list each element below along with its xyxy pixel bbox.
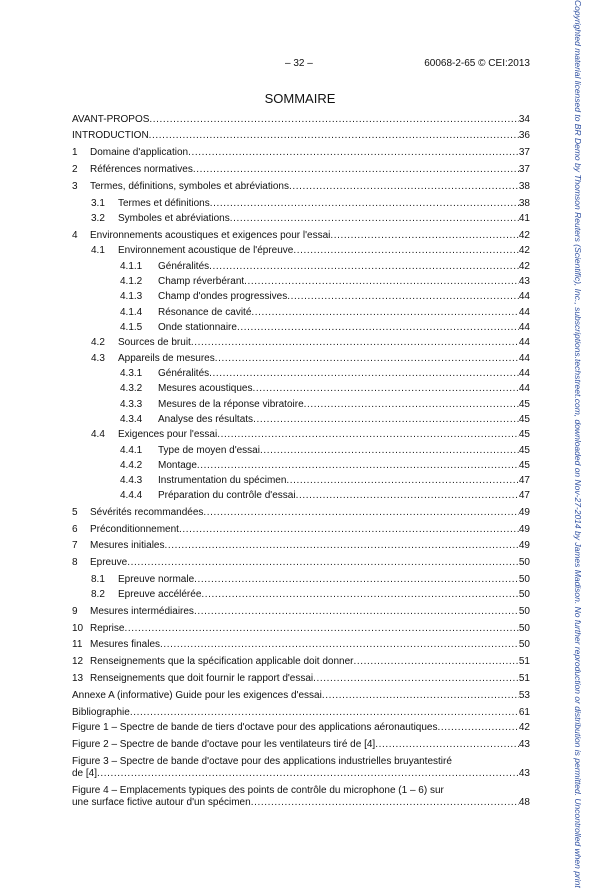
toc-entry-title: AVANT-PROPOS	[72, 114, 150, 125]
toc-entry[interactable]	[72, 429, 530, 440]
toc-entry-page: 50	[518, 574, 530, 585]
toc-entry-title: Mesures finales	[90, 639, 161, 650]
figure-entry-line: Figure 3 – Spectre de bande d'octave pour des applications industrielles bruyantestiré	[72, 756, 452, 767]
toc-entry-title: Reprise	[90, 623, 125, 634]
toc-entry-page: 44	[518, 368, 530, 379]
toc-entry[interactable]	[72, 245, 530, 256]
toc-entry-title: Sources de bruit	[118, 337, 191, 348]
toc-entry-title: Domaine d'application	[90, 147, 189, 158]
toc-entry-title: Epreuve accélérée	[118, 589, 202, 600]
toc-entry-title: Symboles et abréviations	[118, 213, 230, 224]
dot-leader	[217, 429, 519, 440]
toc-entry[interactable]	[72, 673, 530, 684]
toc-entry[interactable]	[72, 147, 530, 158]
toc-entry-page: 51	[518, 656, 530, 667]
toc-entry-title: Environnements acoustiques et exigences pour l'essai	[90, 230, 331, 241]
toc-entry-number: 4.3.1	[120, 368, 143, 379]
toc-entry-title: Mesures de la réponse vibratoire	[158, 399, 304, 410]
dot-leader	[251, 797, 519, 809]
dot-leader	[149, 130, 519, 141]
toc-entry[interactable]	[72, 399, 530, 410]
toc-entry-title: Termes et définitions	[118, 198, 210, 209]
dot-leader	[160, 639, 519, 650]
toc-entry-page: 61	[518, 707, 530, 718]
toc-entry[interactable]	[72, 198, 530, 209]
dot-leader	[164, 540, 518, 551]
toc-entry[interactable]	[72, 606, 530, 617]
dot-leader	[322, 690, 519, 701]
toc-entry-title: Epreuve normale	[118, 574, 195, 585]
toc-entry[interactable]	[72, 460, 530, 471]
figure-entry[interactable]	[72, 722, 530, 734]
toc-entry-number: 9	[72, 606, 78, 617]
toc-entry-page: 49	[518, 507, 530, 518]
toc-entry[interactable]	[72, 130, 530, 141]
dot-leader	[203, 507, 518, 518]
dot-leader	[304, 399, 519, 410]
toc-entry-number: 11	[72, 639, 83, 650]
toc-entry[interactable]	[72, 557, 530, 568]
dot-leader	[286, 475, 518, 486]
dot-leader	[313, 673, 519, 684]
toc-entry-number: 3	[72, 181, 78, 192]
toc-entry-number: 4.1.3	[120, 291, 143, 302]
toc-entry-title: Préconditionnement	[90, 524, 179, 535]
toc-entry-title: Renseignements que la spécification applicable doit donner	[90, 656, 354, 667]
dot-leader	[354, 656, 519, 667]
toc-entry-title: Généralités	[158, 261, 210, 272]
toc-entry[interactable]	[72, 707, 530, 718]
toc-entry-title: Préparation du contrôle d'essai	[158, 490, 296, 501]
toc-entry[interactable]	[72, 213, 530, 224]
toc-entry-page: 34	[518, 114, 530, 125]
dot-leader	[289, 181, 519, 192]
dot-leader	[188, 147, 519, 158]
toc-entry-title: Références normatives	[90, 164, 193, 175]
toc-entry-title: Renseignements que doit fournir le rapport d'essai	[90, 673, 314, 684]
toc-entry-page: 45	[518, 460, 530, 471]
toc-entry[interactable]	[72, 164, 530, 175]
dot-leader	[149, 114, 518, 125]
toc-entry-page: 44	[518, 291, 530, 302]
toc-entry[interactable]	[72, 307, 530, 318]
dot-leader	[130, 707, 519, 718]
toc-entry[interactable]	[72, 507, 530, 518]
dot-leader	[260, 445, 519, 456]
dot-leader	[179, 524, 519, 535]
figure-entry[interactable]	[72, 739, 530, 751]
dot-leader	[375, 739, 519, 751]
figure-entry-page: 43	[518, 739, 530, 750]
figure-entry-title: de [4]	[72, 768, 98, 779]
toc-entry-number: 1	[72, 147, 78, 158]
toc-entry-page: 44	[518, 353, 530, 364]
toc-entry-page: 38	[518, 181, 530, 192]
dot-leader	[251, 307, 518, 318]
toc-entry[interactable]	[72, 445, 530, 456]
dot-leader	[244, 276, 519, 287]
toc-entry[interactable]	[72, 639, 530, 650]
toc-entry[interactable]	[72, 181, 530, 192]
toc-entry-page: 38	[518, 198, 530, 209]
toc-entry-page: 50	[518, 623, 530, 634]
toc-entry-page: 45	[518, 399, 530, 410]
dot-leader	[287, 291, 519, 302]
figure-entry-page: 42	[518, 722, 530, 733]
toc-entry-page: 45	[518, 414, 530, 425]
dot-leader	[437, 722, 518, 734]
toc-entry-number: 3.1	[91, 198, 105, 209]
toc-entry-number: 4.4.4	[120, 490, 143, 501]
figure-entry-title: Figure 1 – Spectre de bande de tiers d'octave pour des applications aéronautiques	[72, 722, 438, 733]
toc-entry-page: 37	[518, 164, 530, 175]
toc-entry-number: 13	[72, 673, 84, 684]
toc-entry[interactable]	[72, 291, 530, 302]
toc-entry-title: Résonance de cavité	[158, 307, 252, 318]
toc-entry[interactable]	[72, 589, 530, 600]
toc-entry-title: Analyse des résultats	[158, 414, 254, 425]
toc-entry-title: Type de moyen d'essai	[158, 445, 260, 456]
copyright-notice: Copyrighted material licensed to BR Demo by Thomson Reuters (Scientific), Inc., subscriptions.techstreet.com, downloaded on Nov-27-2014 by James Madison. No further reproduction or distribution is permitted. Uncontrolled when print	[573, 0, 583, 888]
toc-entry-page: 44	[518, 383, 530, 394]
toc-entry-number: 2	[72, 164, 78, 175]
dot-leader	[201, 589, 518, 600]
toc-entry[interactable]	[72, 690, 530, 701]
figure-entry-page: 48	[518, 797, 530, 808]
toc-entry-number: 4.1.1	[120, 261, 143, 272]
toc-entry[interactable]	[72, 574, 530, 585]
figure-entry-title: Figure 2 – Spectre de bande d'octave pour les ventilateurs tiré de [4]	[72, 739, 376, 750]
toc-entry[interactable]	[72, 230, 530, 241]
toc-entry[interactable]	[72, 337, 530, 348]
list-of-figures	[72, 722, 530, 814]
toc-entry-title: Mesures acoustiques	[158, 383, 253, 394]
figure-entry[interactable]	[72, 785, 530, 809]
toc-entry[interactable]	[72, 540, 530, 551]
toc-entry-number: 4.4.2	[120, 460, 143, 471]
toc-entry-page: 42	[518, 230, 530, 241]
dot-leader	[194, 606, 519, 617]
toc-entry-title: Exigences pour l'essai	[118, 429, 218, 440]
toc-entry-page: 45	[518, 445, 530, 456]
dot-leader	[215, 353, 519, 364]
toc-entry-number: 3.2	[91, 213, 105, 224]
dot-leader	[209, 368, 519, 379]
page-number: – 32 –	[285, 58, 313, 69]
toc-entry-title: Instrumentation du spécimen	[158, 475, 287, 486]
toc-entry-page: 44	[518, 337, 530, 348]
toc-entry-number: 8	[72, 557, 78, 568]
dot-leader	[127, 557, 519, 568]
dot-leader	[97, 768, 519, 780]
dot-leader	[296, 490, 519, 501]
figure-entry-line: Figure 4 – Emplacements typiques des points de contrôle du microphone (1 – 6) sur	[72, 785, 444, 796]
figure-entry[interactable]	[72, 756, 530, 780]
dot-leader	[293, 245, 519, 256]
toc-entry-number: 4.1	[91, 245, 105, 256]
toc-entry-title: Bibliographie	[72, 707, 130, 718]
toc-entry-page: 49	[518, 524, 530, 535]
toc-entry-number: 6	[72, 524, 78, 535]
toc-entry-number: 5	[72, 507, 78, 518]
toc-entry[interactable]	[72, 114, 530, 125]
toc-entry-title: INTRODUCTION	[72, 130, 149, 141]
dot-leader	[191, 337, 519, 348]
toc-entry[interactable]	[72, 656, 530, 667]
toc-entry-page: 42	[518, 245, 530, 256]
toc-entry-title: Termes, définitions, symboles et abréviations	[90, 181, 289, 192]
toc-entry-title: Sévérités recommandées	[90, 507, 204, 518]
dot-leader	[193, 164, 519, 175]
toc-entry[interactable]	[72, 475, 530, 486]
toc-entry-title: Annexe A (informative) Guide pour les exigences d'essai	[72, 690, 322, 701]
toc-entry[interactable]	[72, 276, 530, 287]
toc-entry-number: 4.4.1	[120, 445, 143, 456]
dot-leader	[330, 230, 518, 241]
dot-leader	[253, 414, 519, 425]
toc-entry-page: 50	[518, 557, 530, 568]
toc-entry[interactable]	[72, 524, 530, 535]
toc-entry-page: 36	[518, 130, 530, 141]
toc-entry-page: 42	[518, 261, 530, 272]
toc-entry-number: 4	[72, 230, 78, 241]
toc-entry-page: 47	[518, 475, 530, 486]
document-reference: 60068-2-65 © CEI:2013	[424, 58, 530, 69]
toc-entry[interactable]	[72, 368, 530, 379]
toc-entry-number: 4.1.2	[120, 276, 143, 287]
toc-entry-number: 7	[72, 540, 78, 551]
toc-entry-page: 51	[518, 673, 530, 684]
toc-entry-page: 41	[518, 213, 530, 224]
toc-entry-number: 4.3.4	[120, 414, 143, 425]
toc-entry-page: 53	[518, 690, 530, 701]
toc-entry-title: Onde stationnaire	[158, 322, 237, 333]
dot-leader	[194, 574, 519, 585]
dot-leader	[237, 322, 519, 333]
toc-entry-page: 50	[518, 606, 530, 617]
toc-entry-title: Appareils de mesures	[118, 353, 215, 364]
toc-entry-number: 4.2	[91, 337, 105, 348]
toc-entry-number: 4.3.2	[120, 383, 143, 394]
toc-entry-title: Mesures intermédiaires	[90, 606, 194, 617]
toc-entry[interactable]	[72, 261, 530, 272]
figure-entry-title: une surface fictive autour d'un spécimen	[72, 797, 251, 808]
figure-entry-page: 43	[518, 768, 530, 779]
toc-entry-page: 44	[518, 322, 530, 333]
toc-entry-number: 4.3.3	[120, 399, 143, 410]
toc-entry-page: 45	[518, 429, 530, 440]
toc-entry-number: 4.3	[91, 353, 105, 364]
toc-entry-number: 4.1.5	[120, 322, 143, 333]
toc-entry-page: 49	[518, 540, 530, 551]
dot-leader	[197, 460, 519, 471]
toc-entry[interactable]	[72, 623, 530, 634]
toc-entry-title: Environnement acoustique de l'épreuve	[118, 245, 294, 256]
toc-entry[interactable]	[72, 353, 530, 364]
toc-entry-title: Généralités	[158, 368, 210, 379]
toc-entry[interactable]	[72, 414, 530, 425]
toc-entry-page: 44	[518, 307, 530, 318]
toc-entry-title: Montage	[158, 460, 197, 471]
toc-entry-page: 37	[518, 147, 530, 158]
toc-entry[interactable]	[72, 490, 530, 501]
toc-entry-number: 10	[72, 623, 84, 634]
toc-entry-title: Champ réverbérant	[158, 276, 245, 287]
toc-entry-title: Epreuve	[90, 557, 128, 568]
dot-leader	[253, 383, 519, 394]
toc-entry-page: 50	[518, 639, 530, 650]
dot-leader	[210, 198, 519, 209]
toc-entry-number: 4.4.3	[120, 475, 143, 486]
toc-entry-number: 8.1	[91, 574, 105, 585]
toc-entry-number: 4.4	[91, 429, 105, 440]
dot-leader	[230, 213, 519, 224]
toc-entry-number: 12	[72, 656, 84, 667]
toc-entry-page: 47	[518, 490, 530, 501]
toc-entry-number: 4.1.4	[120, 307, 143, 318]
toc-entry-title: Champ d'ondes progressives	[158, 291, 288, 302]
dot-leader	[209, 261, 519, 272]
dot-leader	[124, 623, 518, 634]
toc-entry-title: Mesures initiales	[90, 540, 165, 551]
toc-entry-number: 8.2	[91, 589, 105, 600]
toc-entry[interactable]	[72, 322, 530, 333]
toc-entry-page: 43	[518, 276, 530, 287]
toc-entry-page: 50	[518, 589, 530, 600]
toc-entry[interactable]	[72, 383, 530, 394]
page-title: SOMMAIRE	[264, 91, 336, 106]
page-header	[72, 58, 530, 72]
